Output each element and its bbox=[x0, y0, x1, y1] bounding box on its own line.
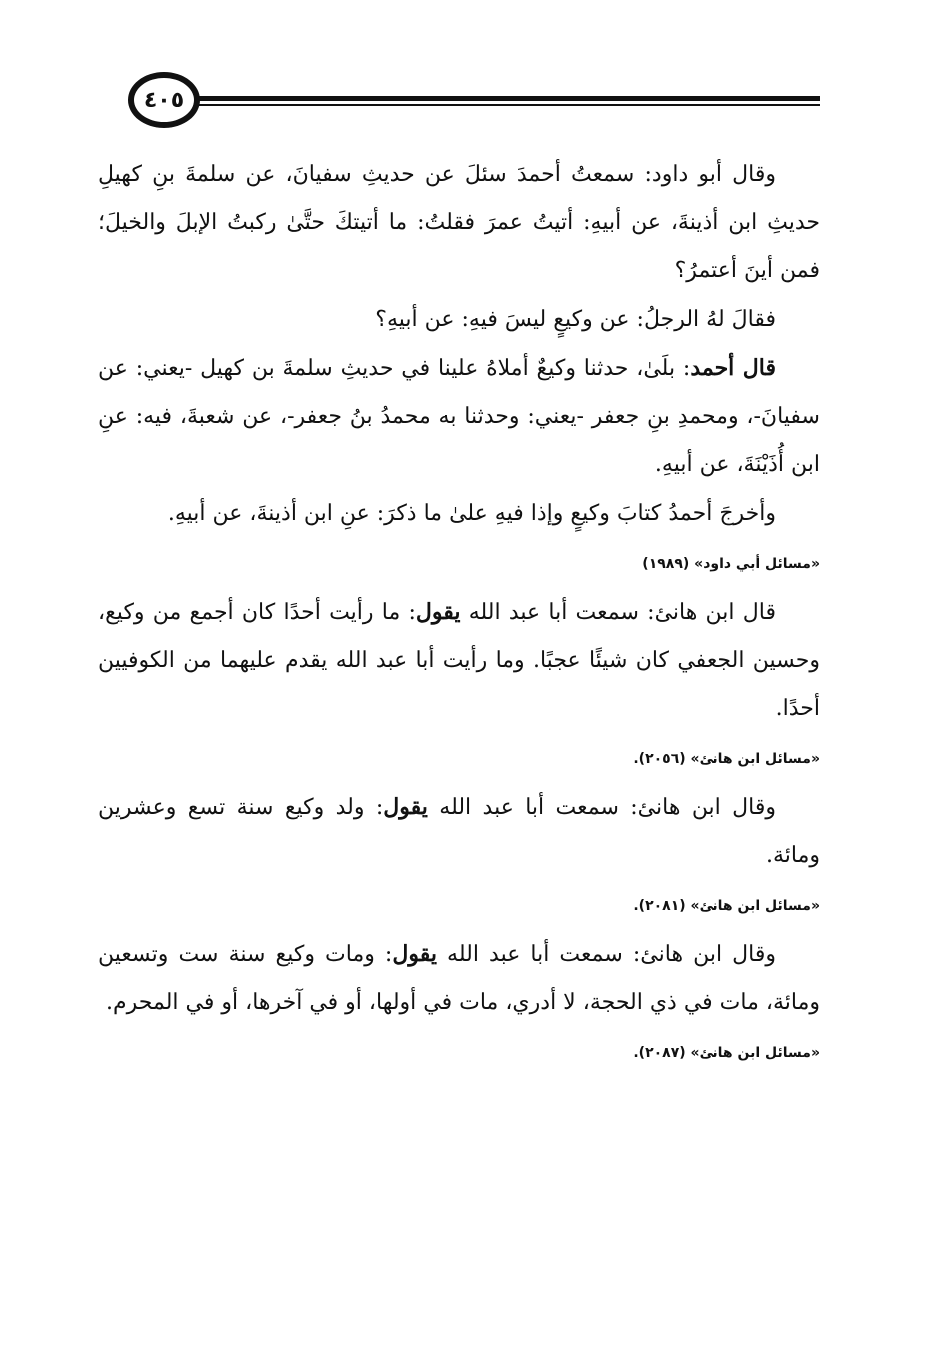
page-header bbox=[98, 70, 820, 134]
header-rule-thick bbox=[194, 96, 820, 101]
paragraph: وأخرجَ أحمدُ كتابَ وكيعٍ وإذا فيهِ علىٰ ما ذكرَ: عنِ ابن أذينةَ، عن أبيهِ. bbox=[167, 501, 776, 526]
paragraph: قال ابن هانئ: سمعت أبا عبد الله يقول: ما رأيت أحدًا كان أجمع من وكيع، وحسين الجعفي كان شيئًا عجبًا. وما رأيت أبا عبد الله يقدم عليهما من الكوفيين أحدًا. bbox=[98, 599, 820, 721]
page-body bbox=[98, 150, 820, 1077]
paragraph: وقال ابن هانئ: سمعت أبا عبد الله يقول: ومات وكيع سنة ست وتسعين ومائة، مات في ذي الحجة، لا أدري، مات في أولها، أو في آخرها، أو في المحرم. bbox=[98, 941, 820, 1015]
source-citation: «مسائل ابن هانئ» (٢٠٥٦). bbox=[633, 751, 820, 767]
source-citation: «مسائل ابن هانئ» (٢٠٨٧). bbox=[633, 1045, 820, 1061]
paragraph: وقال أبو داود: سمعتُ أحمدَ سئلَ عن حديثِ سفيانَ، عن سلمةَ بنِ كهيلِ حديثِ ابن أذينةَ، عن أبيهِ: أتيتُ عمرَ فقلتُ: ما أتيتكَ حتَّىٰ ركبتُ الإبلَ والخيلَ؛ فمن أينَ أعتمرُ؟ bbox=[98, 162, 820, 283]
paragraph: فقالَ لهُ الرجلُ: عن وكيعٍ ليسَ فيهِ: عن أبيهِ؟ bbox=[375, 307, 776, 332]
paragraph: قال أحمد: بلَىٰ، حدثنا وكيعٌ أملاهُ علينا في حديثِ سلمةَ بن كهيل -يعني: عن سفيانَ-، ومحمدِ بنِ جعفر -يعني: وحدثنا به محمدُ بنُ جعفر-، عن شعبةَ، فيه: عنِ ابن أُذَيْنَةَ، عن أبيهِ. bbox=[98, 355, 820, 477]
source-citation: «مسائل ابن هانئ» (٢٠٨١). bbox=[633, 898, 820, 914]
source-citation: «مسائل أبي داود» (١٩٨٩) bbox=[642, 556, 820, 572]
header-rule-thin bbox=[194, 104, 820, 106]
paragraph: وقال ابن هانئ: سمعت أبا عبد الله يقول: ولد وكيع سنة تسع وعشرين ومائة. bbox=[98, 794, 820, 868]
page-number: ٤٠٥ bbox=[128, 72, 200, 128]
